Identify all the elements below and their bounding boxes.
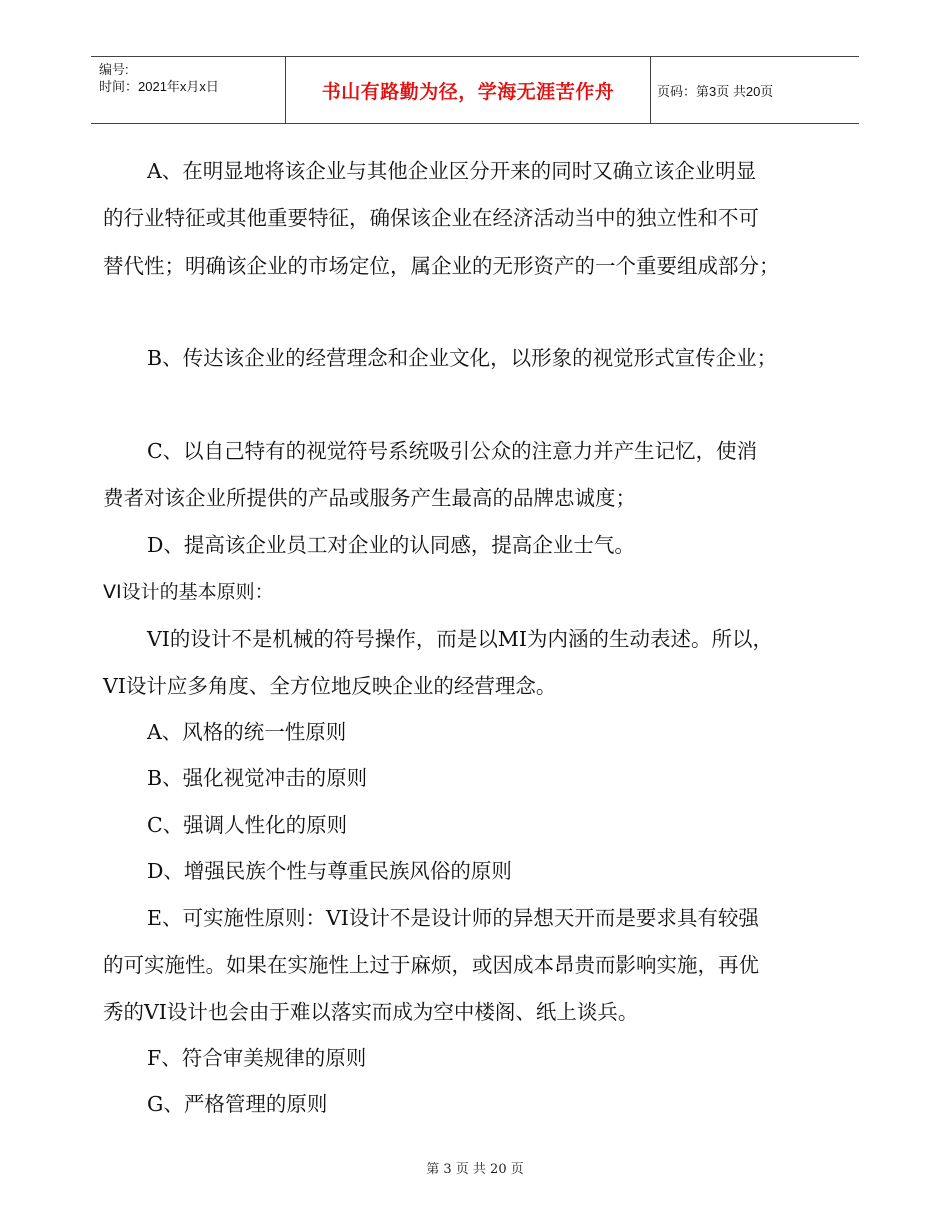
page-header [91,56,859,124]
paragraph-a-line-2: 的行业特征或其他重要特征，确保该企业在经济活动当中的独立性和不可 [103,206,759,230]
principle-f: F、符合审美规律的原则 [147,1046,367,1070]
header-motto: 书山有路勤为径，学海无涯苦作舟 [285,57,651,123]
principle-g: G、严格管理的原则 [147,1092,328,1116]
principle-c: C、强调人性化的原则 [147,813,348,837]
paragraph-a-line-1: A、在明显地将该企业与其他企业区分开来的同时又确立该企业明显 [147,159,757,183]
principle-e-line-3: 秀的VI设计也会由于难以落实而成为空中楼阁、纸上谈兵。 [103,1000,639,1024]
paragraph-c-line-2: 费者对该企业所提供的产品或服务产生最高的品牌忠诚度； [103,486,636,510]
principles-heading: VI设计的基本原则： [103,581,274,603]
paragraph-c-line-1: C、以自己特有的视觉符号系统吸引公众的注意力并产生记忆，使消 [147,439,758,463]
vi-intro-line-1: VI的设计不是机械的符号操作，而是以MI为内涵的生动表述。所以， [147,627,773,651]
principle-e-line-2: 的可实施性。如果在实施性上过于麻烦，或因成本昂贵而影响实施，再优 [103,953,759,977]
document-number-label: 编号: [99,62,129,77]
paragraph-d-line-1: D、提高该企业员工对企业的认同感，提高企业士气。 [147,533,635,557]
header-meta [99,61,219,95]
vi-intro-line-2: VI设计应多角度、全方位地反映企业的经营理念。 [103,674,557,698]
paragraph-b-line-1: B、传达该企业的经营理念和企业文化，以形象的视觉形式宣传企业； [147,346,778,370]
document-time-label: 时间：2021年x月x日 [99,79,219,94]
page-footer: 第 3 页 共 20 页 [426,1162,524,1177]
principle-a: A、风格的统一性原则 [147,720,347,744]
paragraph-a-line-3: 替代性；明确该企业的市场定位，属企业的无形资产的一个重要组成部分； [103,254,780,278]
header-page-info: 页码：第3页 共20页 [657,83,774,99]
principle-e-line-1: E、可实施性原则：VI设计不是设计师的异想天开而是要求具有较强 [147,906,759,930]
principle-b: B、强化视觉冲击的原则 [147,766,368,790]
principle-d: D、增强民族个性与尊重民族风俗的原则 [147,859,512,883]
